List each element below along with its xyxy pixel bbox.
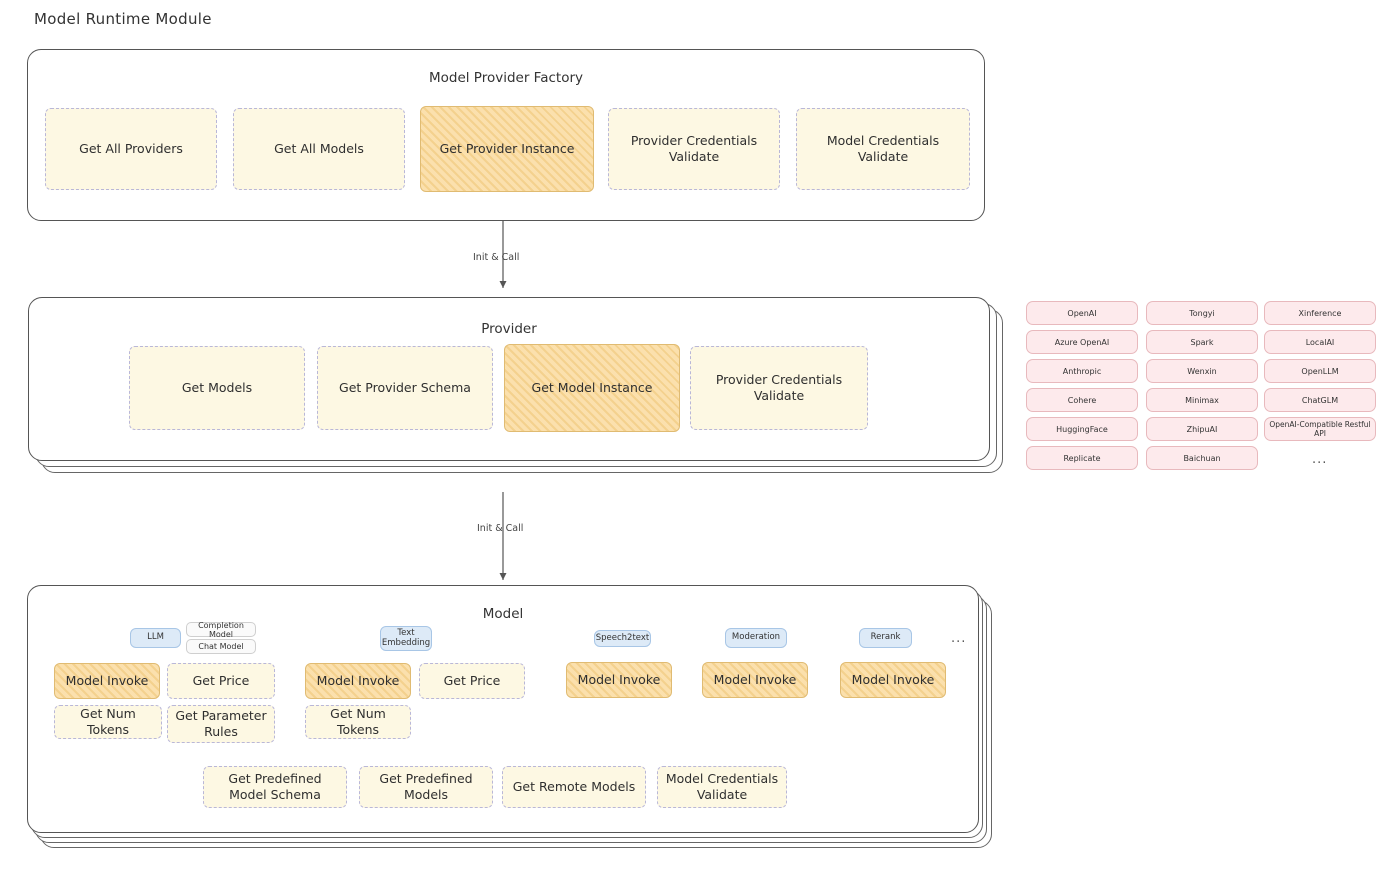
provider-node-provider-credentials-validate[interactable]: Provider Credentials Validate [690, 346, 868, 430]
provider-chip-cohere[interactable]: Cohere [1026, 388, 1138, 412]
model-subtype-chip-completion-model[interactable]: Completion Model [186, 622, 256, 637]
provider-chip-baichuan[interactable]: Baichuan [1146, 446, 1258, 470]
provider-chip-zhipuai[interactable]: ZhipuAI [1146, 417, 1258, 441]
provider-chip-anthropic[interactable]: Anthropic [1026, 359, 1138, 383]
provider-chip-replicate[interactable]: Replicate [1026, 446, 1138, 470]
model-llm-node-model-invoke[interactable]: Model Invoke [54, 663, 160, 699]
model-moderation-node-model-invoke[interactable]: Model Invoke [702, 662, 808, 698]
model-embedding-node-model-invoke[interactable]: Model Invoke [305, 663, 411, 699]
model-type-chip-text-embedding[interactable]: Text Embedding [380, 626, 432, 651]
model-rerank-node-model-invoke[interactable]: Model Invoke [840, 662, 946, 698]
model-subtype-chip-chat-model[interactable]: Chat Model [186, 639, 256, 654]
provider-chip-openllm[interactable]: OpenLLM [1264, 359, 1376, 383]
model-llm-node-get-parameter-rules[interactable]: Get Parameter Rules [167, 705, 275, 743]
provider-chip-minimax[interactable]: Minimax [1146, 388, 1258, 412]
model-embedding-node-get-price[interactable]: Get Price [419, 663, 525, 699]
factory-node-get-all-providers[interactable]: Get All Providers [45, 108, 217, 190]
model-type-chip-llm[interactable]: LLM [130, 628, 181, 648]
model-common-node-get-predefined-model-schema[interactable]: Get Predefined Model Schema [203, 766, 347, 808]
provider-node-get-model-instance[interactable]: Get Model Instance [504, 344, 680, 432]
provider-chip-xinference[interactable]: Xinference [1264, 301, 1376, 325]
provider-chip-localai[interactable]: LocalAI [1264, 330, 1376, 354]
factory-node-provider-credentials-validate[interactable]: Provider Credentials Validate [608, 108, 780, 190]
model-embedding-node-get-num-tokens[interactable]: Get Num Tokens [305, 705, 411, 739]
provider-chip-huggingface[interactable]: HuggingFace [1026, 417, 1138, 441]
page-title: Model Runtime Module [34, 10, 212, 28]
model-speech2text-node-model-invoke[interactable]: Model Invoke [566, 662, 672, 698]
arrow-label-init-call-2: Init & Call [477, 523, 524, 534]
factory-title: Model Provider Factory [428, 70, 583, 86]
factory-node-get-all-models[interactable]: Get All Models [233, 108, 405, 190]
provider-chip-tongyi[interactable]: Tongyi [1146, 301, 1258, 325]
model-common-node-get-predefined-models[interactable]: Get Predefined Models [359, 766, 493, 808]
provider-chip-openai[interactable]: OpenAI [1026, 301, 1138, 325]
provider-chip-spark[interactable]: Spark [1146, 330, 1258, 354]
provider-list-more: ... [1312, 452, 1328, 467]
provider-node-get-provider-schema[interactable]: Get Provider Schema [317, 346, 493, 430]
model-title: Model [482, 606, 524, 622]
model-common-node-get-remote-models[interactable]: Get Remote Models [502, 766, 646, 808]
provider-chip-openai-compatible-restful-api[interactable]: OpenAI-Compatible Restful API [1264, 417, 1376, 441]
provider-chip-chatglm[interactable]: ChatGLM [1264, 388, 1376, 412]
provider-node-get-models[interactable]: Get Models [129, 346, 305, 430]
arrow-label-init-call-1: Init & Call [473, 252, 520, 263]
model-llm-node-get-price[interactable]: Get Price [167, 663, 275, 699]
model-type-chip-rerank[interactable]: Rerank [859, 628, 912, 648]
model-llm-node-get-num-tokens[interactable]: Get Num Tokens [54, 705, 162, 739]
provider-title: Provider [481, 321, 537, 337]
factory-node-get-provider-instance[interactable]: Get Provider Instance [420, 106, 594, 192]
provider-chip-azure-openai[interactable]: Azure OpenAI [1026, 330, 1138, 354]
model-type-chip-speech2text[interactable]: Speech2text [594, 630, 651, 647]
model-types-more: ... [951, 631, 967, 646]
model-type-chip-moderation[interactable]: Moderation [725, 628, 787, 648]
provider-chip-wenxin[interactable]: Wenxin [1146, 359, 1258, 383]
factory-node-model-credentials-validate[interactable]: Model Credentials Validate [796, 108, 970, 190]
model-common-node-model-credentials-validate[interactable]: Model Credentials Validate [657, 766, 787, 808]
